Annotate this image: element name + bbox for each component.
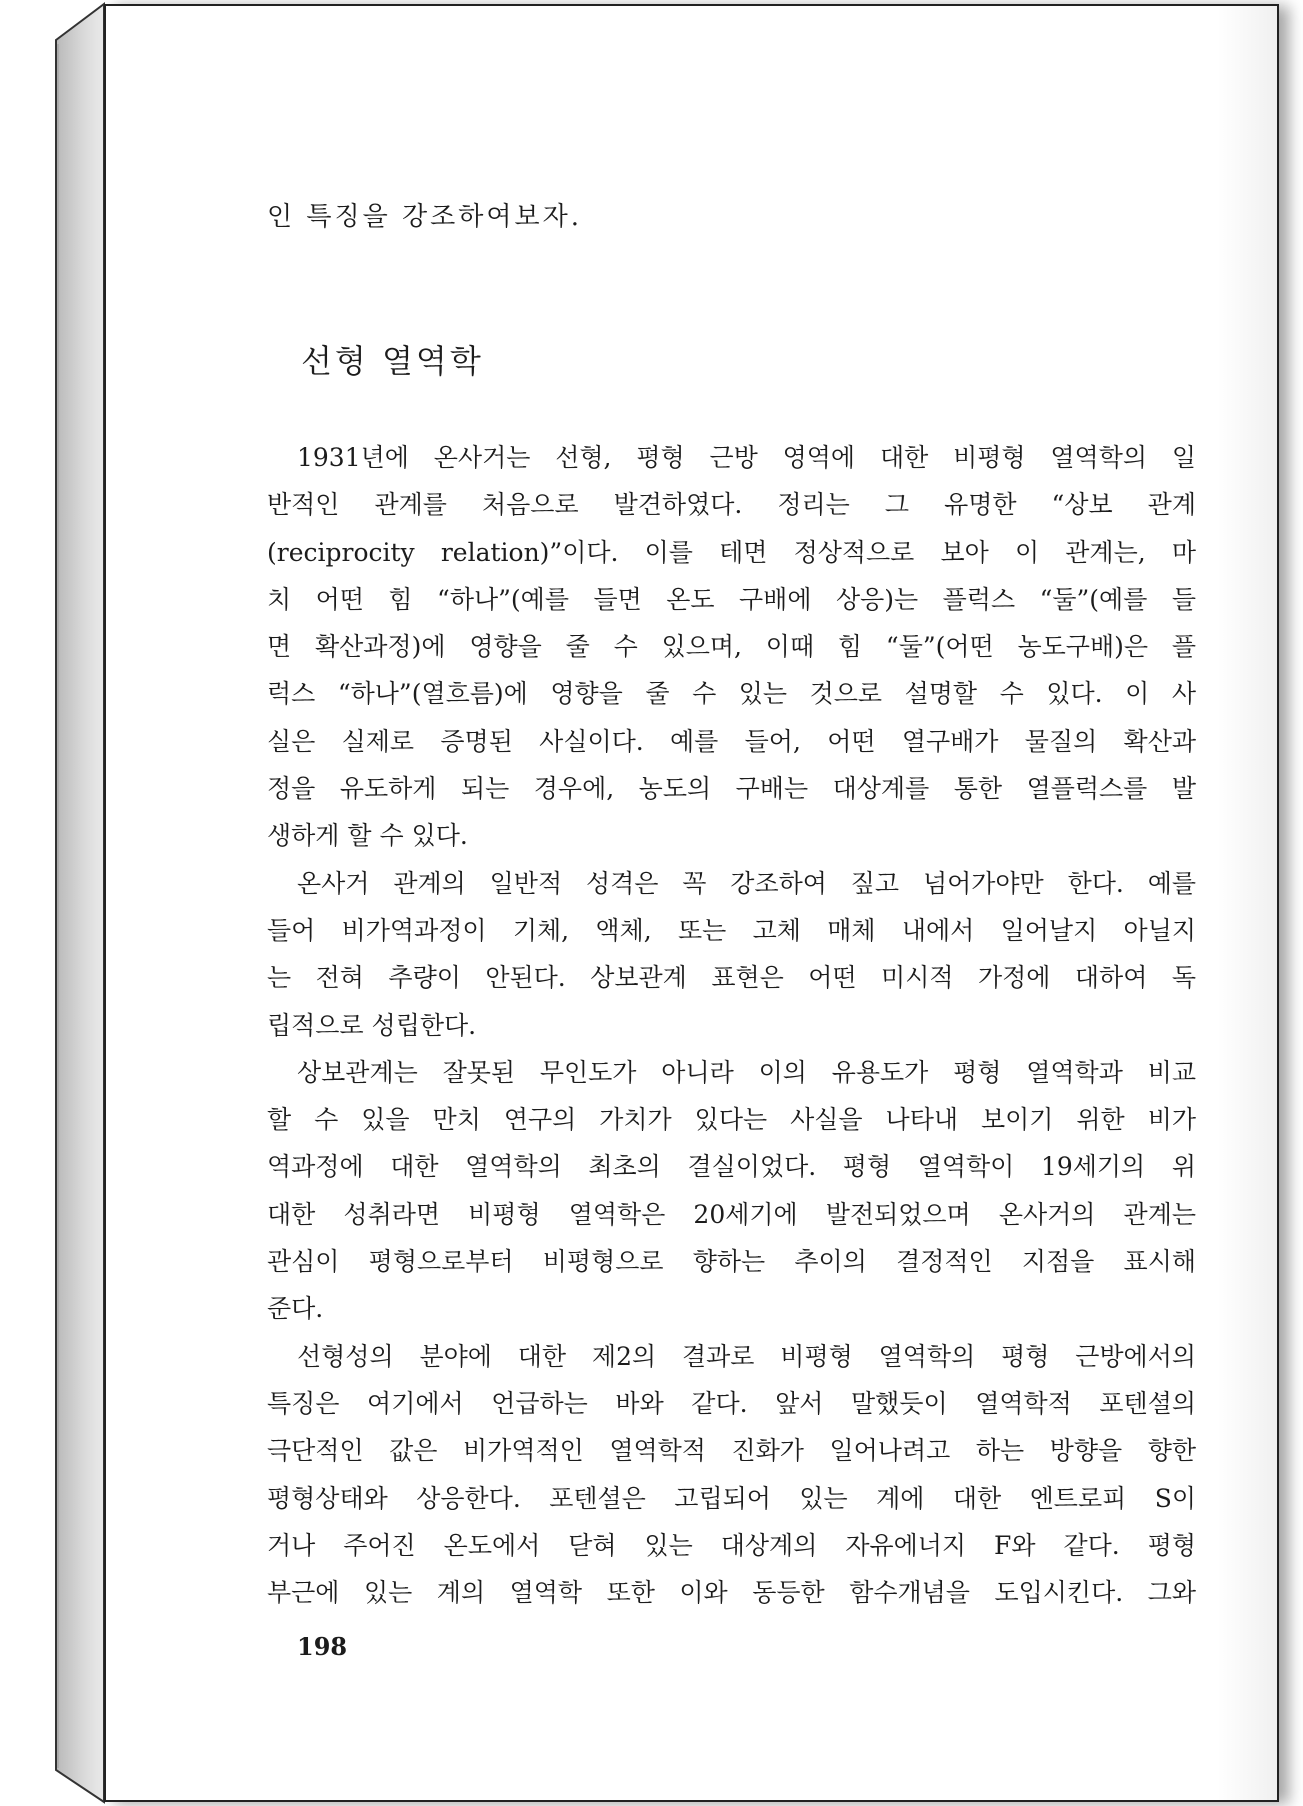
text-line: 면 확산과정)에 영향을 줄 수 있으며, 이때 힘 “둘”(어떤 농도구배)은 플 (267, 632, 1196, 662)
text-line: 는 전혀 추량이 안된다. 상보관계 표현은 어떤 미시적 가정에 대하여 독 (267, 963, 1196, 993)
section-heading: 선형 열역학 (301, 342, 484, 380)
text-line: 평형상태와 상응한다. 포텐셜은 고립되어 있는 계에 대한 엔트로피 S이 (267, 1483, 1196, 1513)
text-line: 극단적인 값은 비가역적인 열역학적 진화가 일어나려고 하는 방향을 향한 (267, 1436, 1196, 1466)
page-number: 198 (297, 1632, 348, 1661)
text-line: (reciprocity relation)”이다. 이를 테면 정상적으로 보아 이 관계는, 마 (267, 537, 1196, 567)
book-spine-edge (0, 0, 110, 1806)
text-line: 준다. (267, 1294, 324, 1324)
text-line: 럭스 “하나”(열흐름)에 영향을 줄 수 있는 것으로 설명할 수 있다. 이 사 (267, 679, 1196, 709)
text-line: 치 어떤 힘 “하나”(예를 들면 온도 구배에 상응)는 플럭스 “둘”(예를 들 (267, 584, 1196, 614)
text-line: 실은 실제로 증명된 사실이다. 예를 들어, 어떤 열구배가 물질의 확산과 (267, 726, 1196, 756)
continuation-line: 인 특징을 강조하여보자. (267, 202, 582, 232)
text-line: 생하게 할 수 있다. (267, 821, 468, 851)
text-line: 거나 주어진 온도에서 닫혀 있는 대상계의 자유에너지 F와 같다. 평형 (267, 1530, 1196, 1560)
text-line: 대한 성취라면 비평형 열역학은 20세기에 발전되었으며 온사거의 관계는 (267, 1199, 1196, 1229)
text-line: 특징은 여기에서 언급하는 바와 같다. 앞서 말했듯이 열역학적 포텐셜의 (267, 1388, 1196, 1418)
text-line: 부근에 있는 계의 열역학 또한 이와 동등한 함수개념을 도입시킨다. 그와 (267, 1578, 1196, 1608)
text-line: 역과정에 대한 열역학의 최초의 결실이었다. 평형 열역학이 19세기의 위 (267, 1152, 1196, 1182)
text-line: 온사거 관계의 일반적 성격은 꼭 강조하여 짚고 넘어가야만 한다. 예를 (297, 868, 1196, 898)
text-line: 정을 유도하게 되는 경우에, 농도의 구배는 대상계를 통한 열플럭스를 발 (267, 774, 1196, 804)
text-line: 반적인 관계를 처음으로 발견하였다. 정리는 그 유명한 “상보 관계 (267, 490, 1196, 520)
text-line: 할 수 있을 만치 연구의 가치가 있다는 사실을 나타내 보이기 위한 비가 (267, 1105, 1196, 1135)
text-line: 1931년에 온사거는 선형, 평형 근방 영역에 대한 비평형 열역학의 일 (297, 443, 1196, 472)
body-text (267, 434, 1196, 1616)
text-line: 관심이 평형으로부터 비평형으로 향하는 추이의 결정적인 지점을 표시해 (267, 1247, 1196, 1277)
text-line: 들어 비가역과정이 기체, 액체, 또는 고체 매체 내에서 일어날지 아닐지 (267, 915, 1196, 945)
book-page (104, 4, 1279, 1802)
text-line: 선형성의 분야에 대한 제2의 결과로 비평형 열역학의 평형 근방에서의 (297, 1341, 1196, 1371)
text-line: 상보관계는 잘못된 무인도가 아니라 이의 유용도가 평형 열역학과 비교 (297, 1057, 1196, 1087)
text-line: 립적으로 성립한다. (267, 1010, 477, 1040)
